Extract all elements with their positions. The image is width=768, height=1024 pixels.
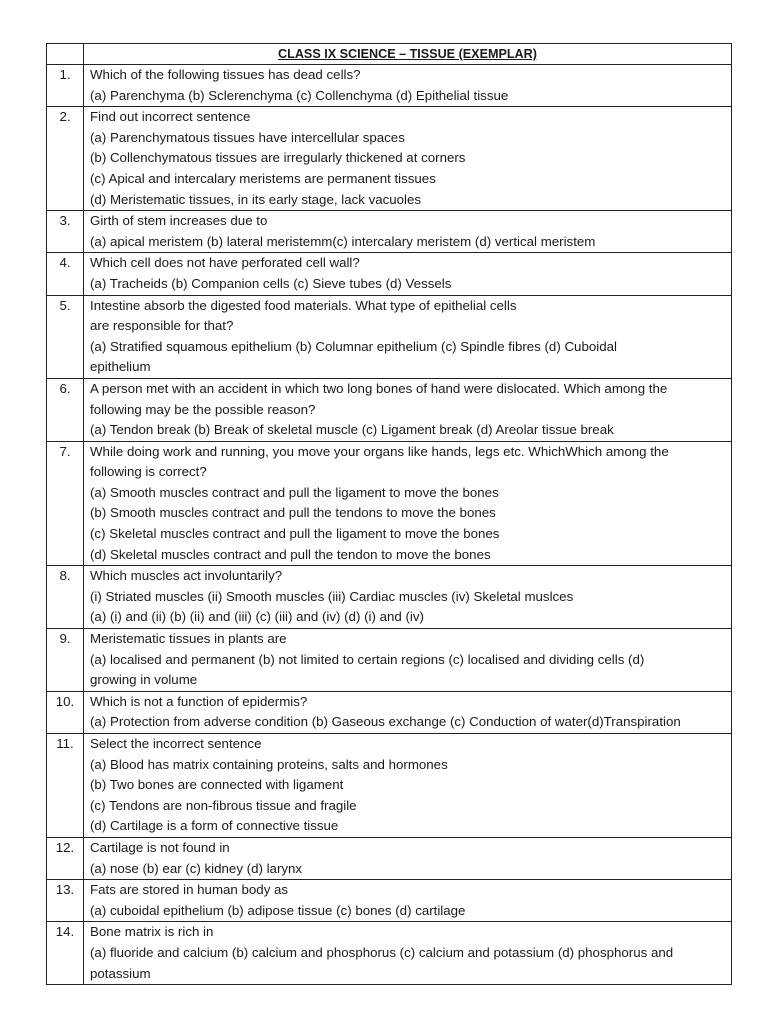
question-line: (d) Skeletal muscles contract and pull the tendon to move the bones <box>90 546 491 562</box>
question-row <box>47 65 732 107</box>
question-line: (a) Parenchymatous tissues have intercellular spaces <box>90 129 405 145</box>
question-line: (b) Collenchymatous tissues are irregularly thickened at corners <box>90 150 466 166</box>
question-row <box>47 837 732 879</box>
question-stem: While doing work and running, you move your organs like hands, legs etc. WhichWhich among the <box>90 443 669 459</box>
question-line: (i) Striated muscles (ii) Smooth muscles (iii) Cardiac muscles (iv) Skeletal muslces <box>90 588 574 604</box>
question-line: (a) Tendon break (b) Break of skeletal muscle (c) Ligament break (d) Areolar tissue break <box>90 422 614 438</box>
question-line: (a) Stratified squamous epithelium (b) Columnar epithelium (c) Spindle fibres (d) Cuboidal <box>90 338 617 354</box>
question-line: (b) Smooth muscles contract and pull the tendons to move the bones <box>90 505 496 521</box>
question-line: (c) Skeletal muscles contract and pull the ligament to move the bones <box>90 526 500 542</box>
question-line: (a) (i) and (ii) (b) (ii) and (iii) (c) (iii) and (iv) (d) (i) and (iv) <box>90 609 424 625</box>
question-line: (a) fluoride and calcium (b) calcium and phosphorus (c) calcium and potassium (d) phosphorus and <box>90 944 674 960</box>
question-text-cell <box>84 922 732 985</box>
question-row <box>47 880 732 922</box>
question-line: (a) nose (b) ear (c) kidney (d) larynx <box>90 860 303 876</box>
title-number-cell <box>47 44 84 65</box>
question-line: (a) Blood has matrix containing proteins, salts and hormones <box>90 756 448 772</box>
question-line: epithelium <box>90 359 151 375</box>
question-text-cell <box>84 880 732 922</box>
question-stem: Meristematic tissues in plants are <box>90 631 287 647</box>
question-stem: Cartilage is not found in <box>90 839 230 855</box>
question-text-cell <box>84 378 732 441</box>
question-line: (a) Tracheids (b) Companion cells (c) Sieve tubes (d) Vessels <box>90 275 452 291</box>
question-text-cell <box>84 629 732 692</box>
question-number: 10. <box>47 691 84 733</box>
worksheet-body <box>47 44 732 985</box>
question-line: potassium <box>90 965 151 981</box>
question-text-cell <box>84 65 732 107</box>
question-stem: Intestine absorb the digested food materials. What type of epithelial cells <box>90 297 517 313</box>
question-stem: Bone matrix is rich in <box>90 924 214 940</box>
question-number: 5. <box>47 295 84 378</box>
question-line: (a) localised and permanent (b) not limited to certain regions (c) localised and dividing cells (d) <box>90 651 645 667</box>
question-number: 13. <box>47 880 84 922</box>
question-text-cell <box>84 734 732 838</box>
question-row <box>47 629 732 692</box>
question-text-cell <box>84 441 732 566</box>
question-line: following may be the possible reason? <box>90 401 316 417</box>
question-row <box>47 295 732 378</box>
question-row <box>47 211 732 253</box>
question-text-cell <box>84 295 732 378</box>
question-stem: Fats are stored in human body as <box>90 882 289 898</box>
question-line: are responsible for that? <box>90 318 234 334</box>
question-number: 7. <box>47 441 84 566</box>
question-stem: Which is not a function of epidermis? <box>90 693 308 709</box>
question-line: (a) cuboidal epithelium (b) adipose tissue (c) bones (d) cartilage <box>90 902 466 918</box>
question-stem: Which cell does not have perforated cell wall? <box>90 255 360 271</box>
question-row <box>47 734 732 838</box>
question-line: (a) apical meristem (b) lateral meristemm(c) intercalary meristem (d) vertical meristem <box>90 233 596 249</box>
question-line: (a) Parenchyma (b) Sclerenchyma (c) Collenchyma (d) Epithelial tissue <box>90 87 509 103</box>
question-text-cell <box>84 211 732 253</box>
question-text-cell <box>84 107 732 211</box>
question-row <box>47 441 732 566</box>
question-row <box>47 253 732 295</box>
question-number: 8. <box>47 566 84 629</box>
question-text-cell <box>84 566 732 629</box>
question-number: 11. <box>47 734 84 838</box>
question-line: (c) Apical and intercalary meristems are permanent tissues <box>90 170 436 186</box>
question-line: (c) Tendons are non-fibrous tissue and fragile <box>90 797 357 813</box>
question-line: (a) Smooth muscles contract and pull the ligament to move the bones <box>90 484 499 500</box>
question-text-cell <box>84 837 732 879</box>
worksheet-table <box>46 43 732 985</box>
question-row <box>47 566 732 629</box>
question-line: (a) Protection from adverse condition (b) Gaseous exchange (c) Conduction of water(d)Transpiration <box>90 714 681 730</box>
question-line: growing in volume <box>90 672 198 688</box>
question-number: 14. <box>47 922 84 985</box>
question-row <box>47 107 732 211</box>
question-line: following is correct? <box>90 464 207 480</box>
question-row <box>47 691 732 733</box>
question-number: 6. <box>47 378 84 441</box>
question-number: 4. <box>47 253 84 295</box>
question-number: 2. <box>47 107 84 211</box>
question-row <box>47 922 732 985</box>
question-stem: Which of the following tissues has dead cells? <box>90 67 361 82</box>
question-stem: Which muscles act involuntarily? <box>90 568 283 584</box>
question-text-cell <box>84 691 732 733</box>
question-line: (b) Two bones are connected with ligament <box>90 777 344 793</box>
question-number: 3. <box>47 211 84 253</box>
question-stem: A person met with an accident in which two long bones of hand were dislocated. Which among the <box>90 380 668 396</box>
question-line: (d) Cartilage is a form of connective tissue <box>90 818 339 834</box>
question-line: (d) Meristematic tissues, in its early stage, lack vacuoles <box>90 191 422 207</box>
question-text-cell <box>84 253 732 295</box>
question-stem: Girth of stem increases due to <box>90 213 268 229</box>
question-number: 1. <box>47 65 84 107</box>
question-stem: Find out incorrect sentence <box>90 109 251 125</box>
question-row <box>47 378 732 441</box>
question-stem: Select the incorrect sentence <box>90 736 262 751</box>
question-number: 12. <box>47 837 84 879</box>
question-number: 9. <box>47 629 84 692</box>
title-row <box>47 44 732 65</box>
page-title: CLASS IX SCIENCE – TISSUE (EXEMPLAR) <box>84 44 732 65</box>
